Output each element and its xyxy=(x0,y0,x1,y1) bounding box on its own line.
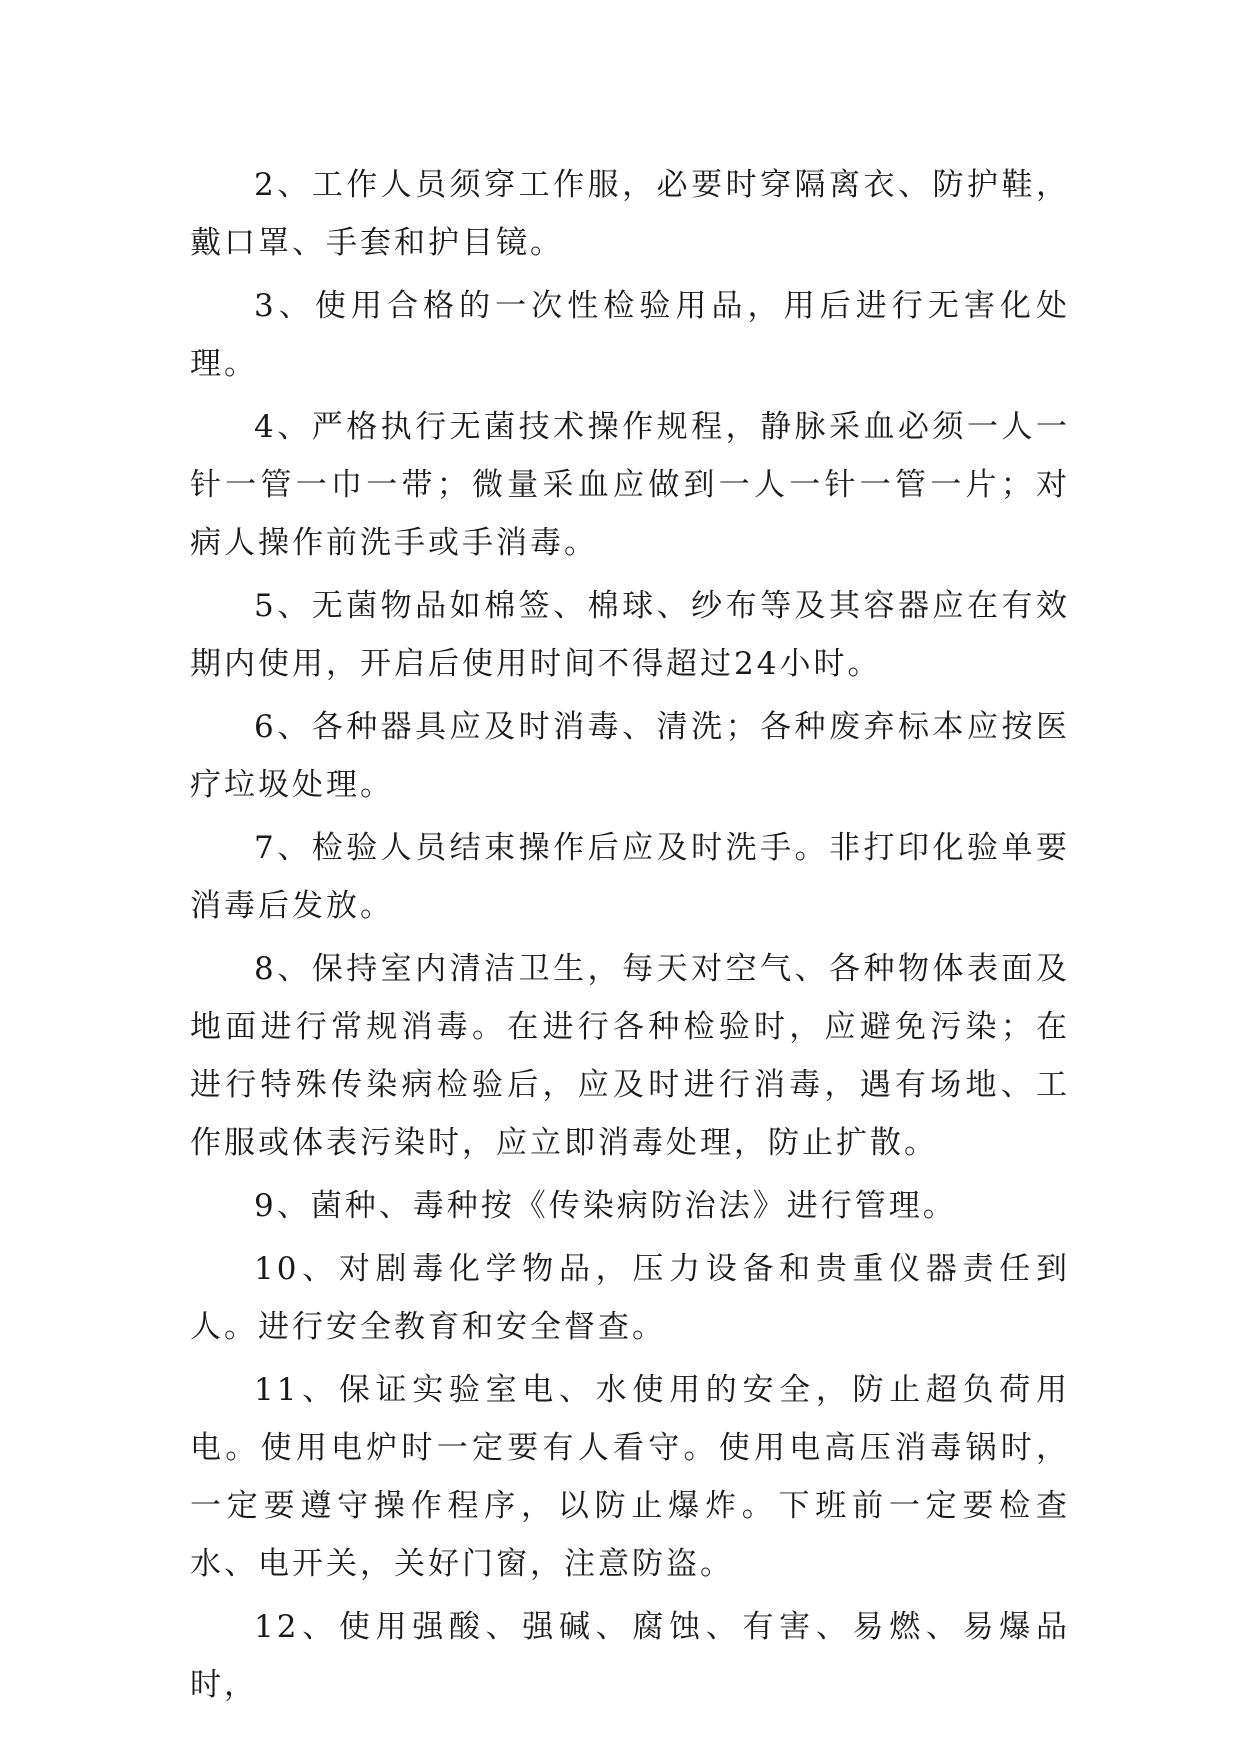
paragraph-item-6: 6、各种器具应及时消毒、清洗；各种废弃标本应按医疗垃圾处理。 xyxy=(190,709,1070,803)
paragraph-item-5: 5、无菌物品如棉签、棉球、纱布等及其容器应在有效期内使用，开启后使用时间不得超过24小时。 xyxy=(190,588,1070,682)
document-page xyxy=(190,156,1070,1719)
paragraph-item-7: 7、检验人员结束操作后应及时洗手。非打印化验单要消毒后发放。 xyxy=(190,830,1070,924)
paragraph-item-4: 4、严格执行无菌技术操作规程，静脉采血必须一人一针一管一巾一带；微量采血应做到一人一针一管一片；对病人操作前洗手或手消毒。 xyxy=(190,409,1070,561)
paragraph-item-11: 11、保证实验室电、水使用的安全，防止超负荷用电。使用电炉时一定要有人看守。使用电高压消毒锅时，一定要遵守操作程序，以防止爆炸。下班前一定要检查水、电开关，关好门窗，注意防盗。 xyxy=(190,1372,1070,1582)
paragraph-item-10: 10、对剧毒化学物品，压力设备和贵重仪器责任到人。进行安全教育和安全督查。 xyxy=(190,1251,1070,1345)
paragraph-item-8: 8、保持室内清洁卫生，每天对空气、各种物体表面及地面进行常规消毒。在进行各种检验时，应避免污染；在进行特殊传染病检验后，应及时进行消毒，遇有场地、工作服或体表污染时，应立即消毒处理，防止扩散。 xyxy=(190,951,1070,1161)
paragraph-item-3: 3、使用合格的一次性检验用品，用后进行无害化处理。 xyxy=(190,288,1070,382)
paragraph-item-2: 2、工作人员须穿工作服，必要时穿隔离衣、防护鞋，戴口罩、手套和护目镜。 xyxy=(190,167,1070,261)
paragraph-item-9: 9、菌种、毒种按《传染病防治法》进行管理。 xyxy=(254,1188,957,1224)
paragraph-item-12: 12、使用强酸、强碱、腐蚀、有害、易燃、易爆品时， xyxy=(190,1609,1070,1703)
